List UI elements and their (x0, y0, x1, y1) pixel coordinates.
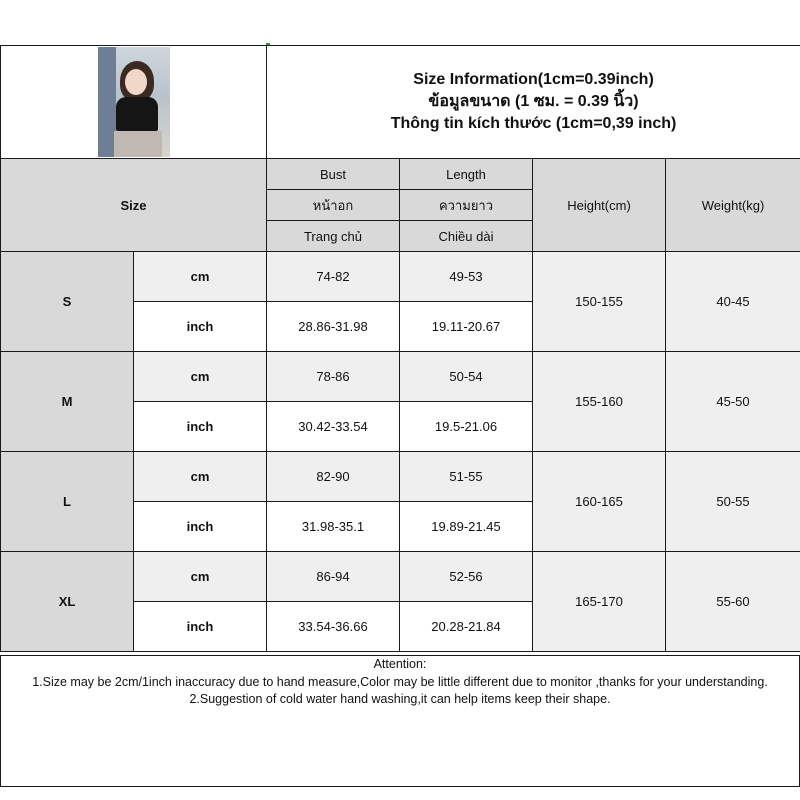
bust-cm-value: 82-90 (267, 452, 400, 502)
bust-header-vi: Trang chủ (267, 221, 400, 252)
length-header-th: ความยาว (400, 190, 533, 221)
height-value: 150-155 (533, 252, 666, 352)
length-cm-value: 50-54 (400, 352, 533, 402)
length-inch-value: 19.89-21.45 (400, 502, 533, 552)
attention-note-2: 2.Suggestion of cold water hand washing,it can help items keep their shape. (189, 692, 611, 706)
bust-inch-value: 30.42-33.54 (267, 402, 400, 452)
attention-note-1: 1.Size may be 2cm/1inch inaccuracy due to hand measure,Color may be little different due to monitor ,thanks for your understanding. (32, 674, 768, 689)
unit-cm-label: cm (134, 552, 267, 602)
header-row (1, 46, 800, 159)
model-photo-icon (98, 47, 170, 157)
size-info-line-th: ข้อมูลขนาด (1 ซม. = 0.39 นิ้ว) (428, 93, 639, 110)
bust-inch-value: 33.54-36.66 (267, 602, 400, 652)
table-row (1, 452, 800, 502)
unit-inch-label: inch (134, 502, 267, 552)
height-value: 155-160 (533, 352, 666, 452)
bust-inch-value: 31.98-35.1 (267, 502, 400, 552)
size-info-line-vi: Thông tin kích thước (1cm=0,39 inch) (390, 115, 677, 132)
length-cm-value: 51-55 (400, 452, 533, 502)
weight-value: 55-60 (666, 552, 800, 652)
size-label: XL (1, 552, 134, 652)
length-cm-value: 52-56 (400, 552, 533, 602)
weight-value: 45-50 (666, 352, 800, 452)
unit-cm-label: cm (134, 352, 267, 402)
unit-inch-label: inch (134, 302, 267, 352)
size-label: M (1, 352, 134, 452)
length-inch-value: 19.5-21.06 (400, 402, 533, 452)
attention-box (0, 655, 800, 787)
size-table (0, 45, 800, 652)
weight-header: Weight(kg) (666, 159, 800, 252)
length-cm-value: 49-53 (400, 252, 533, 302)
height-header: Height(cm) (533, 159, 666, 252)
bust-inch-value: 28.86-31.98 (267, 302, 400, 352)
bust-header-th: หน้าอก (267, 190, 400, 221)
unit-cm-label: cm (134, 252, 267, 302)
table-row (1, 252, 800, 302)
size-label: L (1, 452, 134, 552)
size-info-line-en: Size Information(1cm=0.39inch) (413, 71, 654, 88)
weight-value: 40-45 (666, 252, 800, 352)
bust-header-en: Bust (267, 159, 400, 190)
table-row (1, 352, 800, 402)
unit-inch-label: inch (134, 602, 267, 652)
column-header-row-1 (1, 159, 800, 190)
unit-inch-label: inch (134, 402, 267, 452)
bust-cm-value: 86-94 (267, 552, 400, 602)
length-inch-value: 19.11-20.67 (400, 302, 533, 352)
length-header-en: Length (400, 159, 533, 190)
height-value: 160-165 (533, 452, 666, 552)
size-column-header: Size (1, 159, 267, 252)
attention-title: Attention: (373, 657, 427, 671)
photo-cell (1, 46, 267, 159)
size-label: S (1, 252, 134, 352)
length-header-vi: Chiều dài (400, 221, 533, 252)
bust-cm-value: 74-82 (267, 252, 400, 302)
length-inch-value: 20.28-21.84 (400, 602, 533, 652)
height-value: 165-170 (533, 552, 666, 652)
unit-cm-label: cm (134, 452, 267, 502)
bust-cm-value: 78-86 (267, 352, 400, 402)
size-info-heading (267, 46, 800, 159)
table-row (1, 552, 800, 602)
weight-value: 50-55 (666, 452, 800, 552)
